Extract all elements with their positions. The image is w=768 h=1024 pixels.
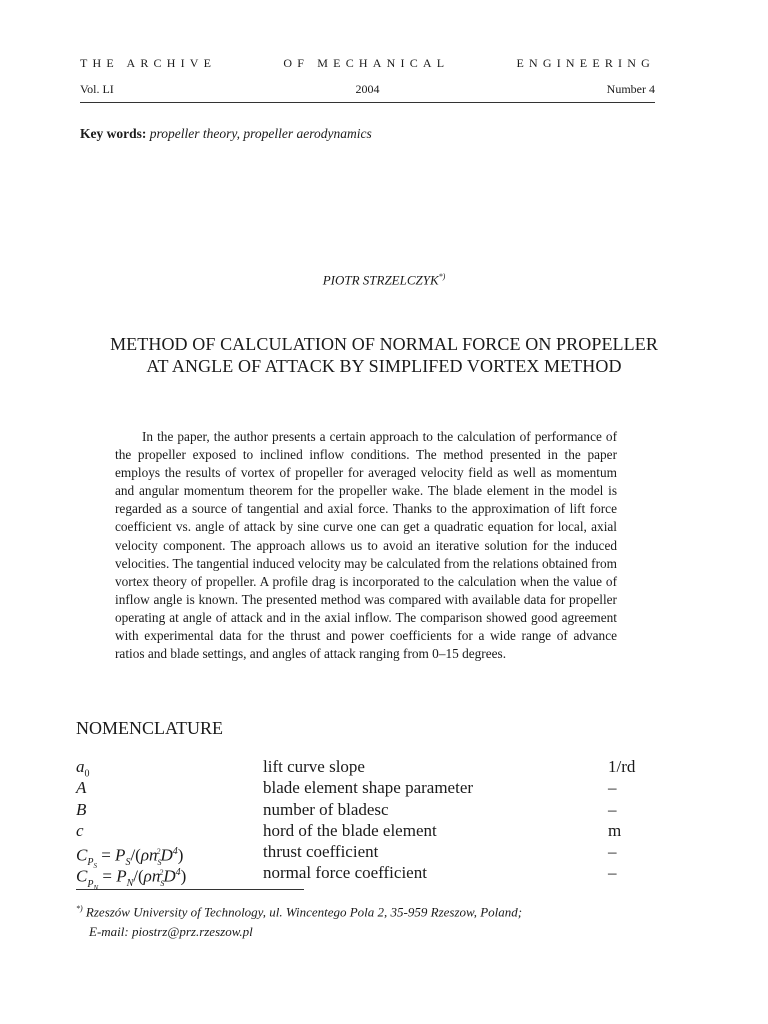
- nomenclature-unit: –: [608, 778, 617, 798]
- volume-label: Vol. LI: [80, 82, 114, 96]
- nomenclature-symbol: $a_0$: [76, 757, 90, 780]
- nomenclature-description: normal force coefficient: [263, 863, 427, 883]
- journal-header-left: THE ARCHIVE: [80, 56, 217, 70]
- nomenclature-description: blade element shape parameter: [263, 778, 474, 798]
- nomenclature-unit: m: [608, 820, 622, 840]
- thrust-coefficient-formula: $C_{P_S} = P_S/(\rho n_S^2D^4)$: [76, 845, 184, 871]
- abstract: In the paper, the author presents a certain approach to the calculation of performance of the propeller exposed to inclined inflow conditions. The method presented in the paper employs the results of vortex of propeller for averaged velocity field as well as momentum and angular momentum theorem for the propeller wake. The blade element in the model is regarded as a source of tangential and axial force. Thanks to the approximation of lift force coefficient vs. angle of attack by sine curve one can get a quadratic equation for local, axial velocity component. The approach allows us to avoid an iterative solution for the induced velocities. The tangential induced velocity may be calculated from the relations obtained from vortex theory of propeller. A profile drag is incorporated to the calculation when the value of inflow angle is known. The presented method was compared with available data for propeller operating at angle of attack and in the axial inflow. The comparison showed good agreement with experimental data for the thrust and power coefficients for a wide range of advance ratios and blade settings, and angles of attack ranging from 0–15 degrees.: [115, 429, 617, 662]
- footnote-rule: [76, 889, 304, 890]
- footnote-affiliation: Rzeszów University of Technology, ul. Wincentego Pola 2, 35-959 Rzeszow, Poland;: [85, 904, 523, 920]
- keywords: [80, 126, 372, 142]
- footnote: [76, 899, 666, 942]
- nomenclature-symbol: A: [76, 778, 87, 798]
- keywords-text: propeller theory, propeller aerodynamics: [149, 126, 372, 141]
- author: [0, 272, 768, 288]
- keywords-label: Key words:: [80, 126, 147, 141]
- issue-number-label: Number 4: [606, 82, 655, 96]
- nomenclature-unit: –: [608, 799, 617, 819]
- journal-header-right: ENGINEERING: [516, 56, 655, 70]
- nomenclature-row: [76, 799, 646, 820]
- author-name: PIOTR STRZELCZYK: [322, 272, 439, 288]
- paper-title: [60, 333, 708, 377]
- nomenclature-unit: –: [608, 863, 617, 883]
- footnote-email: E-mail: piostrz@prz.rzeszow.pl: [89, 924, 253, 940]
- journal-header: [80, 56, 655, 71]
- issue-info: [80, 78, 655, 103]
- nomenclature-symbol: c: [76, 820, 84, 840]
- nomenclature-description: thrust coefficient: [263, 842, 379, 862]
- nomenclature-symbol: B: [76, 799, 87, 819]
- nomenclature-unit: –: [608, 842, 617, 862]
- nomenclature-row: [76, 777, 646, 798]
- nomenclature-description: lift curve slope: [263, 757, 365, 776]
- normal-force-coefficient-formula: $C_{P_N} = P_N/(\rho n_S^2D^4)$: [76, 867, 187, 892]
- nomenclature-row: [76, 862, 646, 892]
- footnote-mark: *): [76, 904, 83, 913]
- title-line-1: METHOD OF CALCULATION OF NORMAL FORCE ON PROPELLER: [110, 334, 658, 354]
- nomenclature-row: [76, 820, 646, 841]
- nomenclature-row: [76, 841, 646, 871]
- nomenclature-description: number of bladesc: [263, 799, 389, 819]
- nomenclature-heading: NOMENCLATURE: [76, 718, 223, 738]
- nomenclature-description: hord of the blade element: [263, 820, 437, 840]
- author-footnote-mark: *): [438, 272, 446, 281]
- title-line-2: AT ANGLE OF ATTACK BY SIMPLIFED VORTEX METHOD: [146, 356, 622, 376]
- nomenclature-unit: 1/rd: [608, 757, 636, 776]
- nomenclature-row: [76, 756, 646, 780]
- year-label: 2004: [355, 82, 380, 96]
- nomenclature-table: [76, 756, 646, 892]
- footnote-line-1: [76, 899, 666, 922]
- journal-header-middle: OF MECHANICAL: [283, 56, 450, 70]
